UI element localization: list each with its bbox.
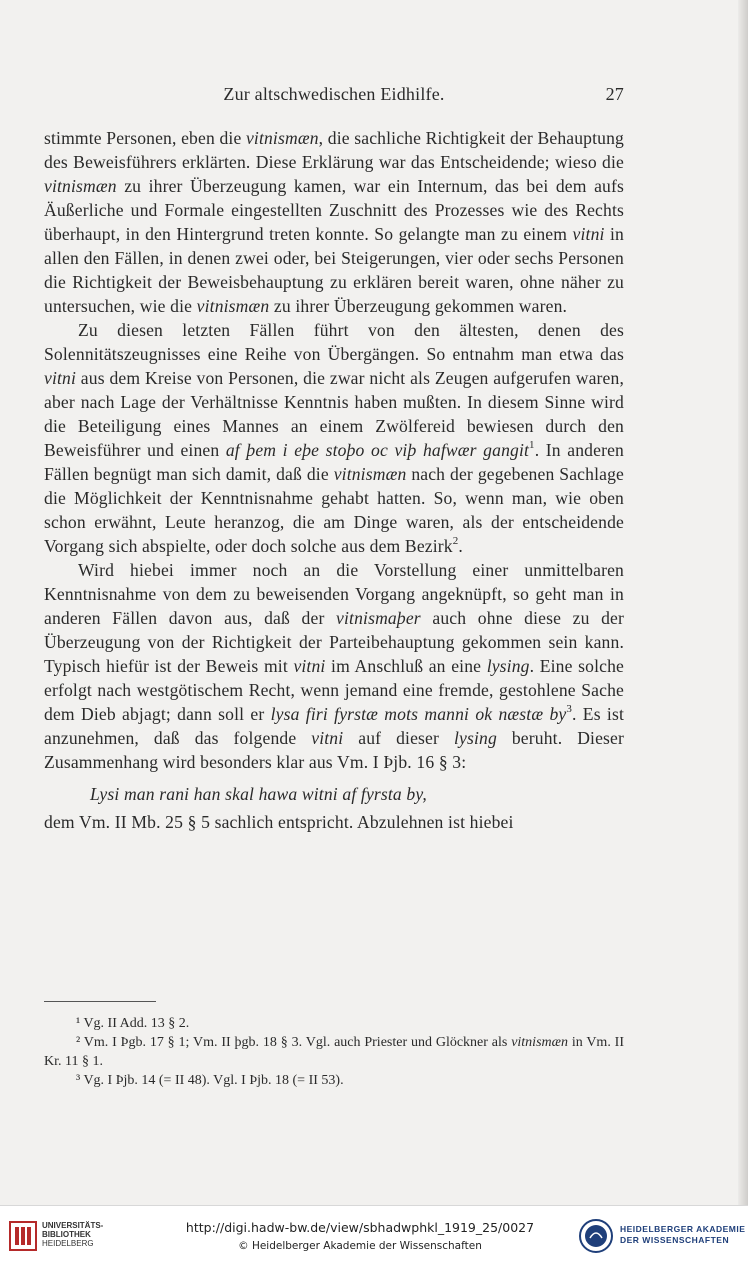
- academy-name[interactable]: [620, 1224, 745, 1246]
- academy-name-line: DER WISSENSCHAFTEN: [620, 1235, 730, 1245]
- page-edge-shadow: [738, 0, 748, 1205]
- text-run: , die sachliche Richtigkeit der Behauptung des Beweisführers erklärten. Diese Erklärung war das Entscheidende; wieso die: [44, 128, 624, 172]
- footnote-ref-2: 2: [452, 535, 459, 548]
- text-run: in allen den Fällen, in denen zwei oder, bei Steigerungen, vier oder sechs Personen die Richtigkeit der Beweisbehauptung zu erklären bereit waren, ohne näher zu untersuchen, wie die: [44, 224, 624, 316]
- italic-term: vitnismæn: [245, 128, 319, 148]
- library-name-line: UNIVERSITÄTS-: [42, 1221, 104, 1230]
- italic-quote: lysa firi fyrstæ mots manni ok næstæ by: [270, 704, 567, 724]
- body-text: [44, 126, 624, 834]
- text-run: zu ihrer Überzeugung kamen, war ein Internum, das bei dem aufs Äußerliche und Formale eingestellten Zuschnitt des Prozesses wie des Rechts überhaupt, in den Hintergrund treten konnte. So gelangte man zu einem: [44, 176, 624, 244]
- text-run: auf dieser: [343, 728, 454, 748]
- viewer-footer: [0, 1205, 748, 1266]
- italic-quote: af þem i eþe stoþo oc viþ hafwær gangit: [225, 440, 530, 460]
- copyright-notice: © Heidelberger Akademie der Wissenschaften: [238, 1240, 482, 1252]
- permalink-url[interactable]: http://digi.hadw-bw.de/view/sbhadwphkl_1919_25/0027: [185, 1220, 535, 1235]
- library-logo-icon[interactable]: [8, 1220, 38, 1252]
- italic-term: vitni: [293, 656, 326, 676]
- footnotes: [44, 1014, 624, 1090]
- text-run: Wird hiebei immer noch an die Vorstellung einer unmittelbaren Kenntnisnahme von dem zu beweisenden Vorgang angeknüpft, so geht man in anderen Fällen davon aus, daß der: [44, 560, 624, 628]
- italic-term: lysing: [486, 656, 530, 676]
- italic-term: lysing: [453, 728, 497, 748]
- text-run: aus dem Kreise von Personen, die zwar nicht als Zeugen aufgerufen waren, aber nach Lage der Verhältnisse Kenntnis haben mußten. In diesem Sinne wird die Beteiligung eines Mannes an einem Zwölfereid bewiesen durch den Beweisführer und einen: [44, 368, 624, 460]
- verse-quotation: Lysi man rani han skal hawa witni af fyrsta by,: [90, 784, 427, 804]
- text-run: . Es ist anzunehmen, daß das folgende: [44, 704, 624, 748]
- text-run: stimmte Personen, eben die: [44, 128, 246, 148]
- italic-term: vitnismæn: [44, 176, 117, 196]
- text-run: ² Vm. I Þgb. 17 § 1; Vm. II þgb. 18 § 3. Vgl. auch Priester und Glöckner als: [76, 1035, 512, 1050]
- text-run: auch ohne diese zu der Überzeugung von der Richtigkeit der Parteibehauptung gekommen sein kann. Typisch hiefür ist der Beweis mit: [44, 608, 625, 676]
- paragraph-2: [44, 318, 624, 558]
- italic-term: vitnismæn: [333, 464, 407, 484]
- footnote-ref-3: 3: [566, 703, 573, 716]
- text-run: . In anderen Fällen begnügt man sich damit, daß die: [44, 440, 624, 484]
- italic-term: vitnismæn: [196, 296, 270, 316]
- text-run: im Anschluß an eine: [325, 656, 487, 676]
- library-name[interactable]: [42, 1221, 103, 1248]
- running-title: Zur altschwedischen Eidhilfe.: [223, 84, 445, 104]
- paragraph-4: dem Vm. II Mb. 25 § 5 sachlich entspricht. Abzulehnen ist hiebei: [44, 812, 514, 832]
- text-run: nach der gegebenen Sachlage die Möglichkeit der Kenntnisnahme gehabt hatten. So, wenn man, wie oben schon erwähnt, Leute heranzog, die am Dinge waren, als der entscheidende Vorgang sich abspielte, oder doch solche aus dem Bezirk: [44, 464, 624, 556]
- library-name-line: HEIDELBERG: [42, 1239, 94, 1248]
- academy-seal-icon[interactable]: [578, 1218, 614, 1254]
- text-run: zu ihrer Überzeugung gekommen waren.: [269, 296, 568, 316]
- text-run: beruht. Dieser Zusammenhang wird besonders klar aus Vm. I Þjb. 16 § 3:: [44, 728, 625, 772]
- italic-term: vitnismæn: [511, 1035, 568, 1050]
- text-run: in Vm. II Kr. 11 § 1.: [44, 1035, 624, 1069]
- footnote-3: ³ Vg. I Þjb. 14 (= II 48). Vgl. I Þjb. 18 (= II 53).: [76, 1073, 344, 1088]
- page-header: [44, 84, 624, 108]
- library-name-line: BIBLIOTHEK: [42, 1230, 91, 1239]
- footnote-2: [44, 1033, 624, 1071]
- academy-name-line: HEIDELBERGER AKADEMIE: [620, 1224, 746, 1234]
- footnote-1: ¹ Vg. II Add. 13 § 2.: [76, 1016, 190, 1031]
- italic-term: vitni: [311, 728, 344, 748]
- text-run: .: [458, 536, 463, 556]
- text-run: . Eine solche erfolgt nach westgötischem Recht, wenn jemand eine fremde, gestohlene Sache dem Dieb abjagt; dann soll er: [44, 656, 625, 724]
- footnote-rule: [44, 1001, 156, 1002]
- footnote-ref-1: 1: [529, 439, 535, 452]
- italic-term: vitnismaþer: [336, 608, 421, 628]
- italic-term: vitni: [572, 224, 605, 244]
- paragraph-1: [44, 126, 624, 318]
- page-number: 27: [605, 84, 624, 104]
- italic-term: vitni: [44, 368, 77, 388]
- text-run: Zu diesen letzten Fällen führt von den ältesten, denen des Solennitätszeugnisses eine Reihe von Übergängen. So entnahm man etwa das: [44, 320, 624, 364]
- paragraph-3: [44, 558, 624, 774]
